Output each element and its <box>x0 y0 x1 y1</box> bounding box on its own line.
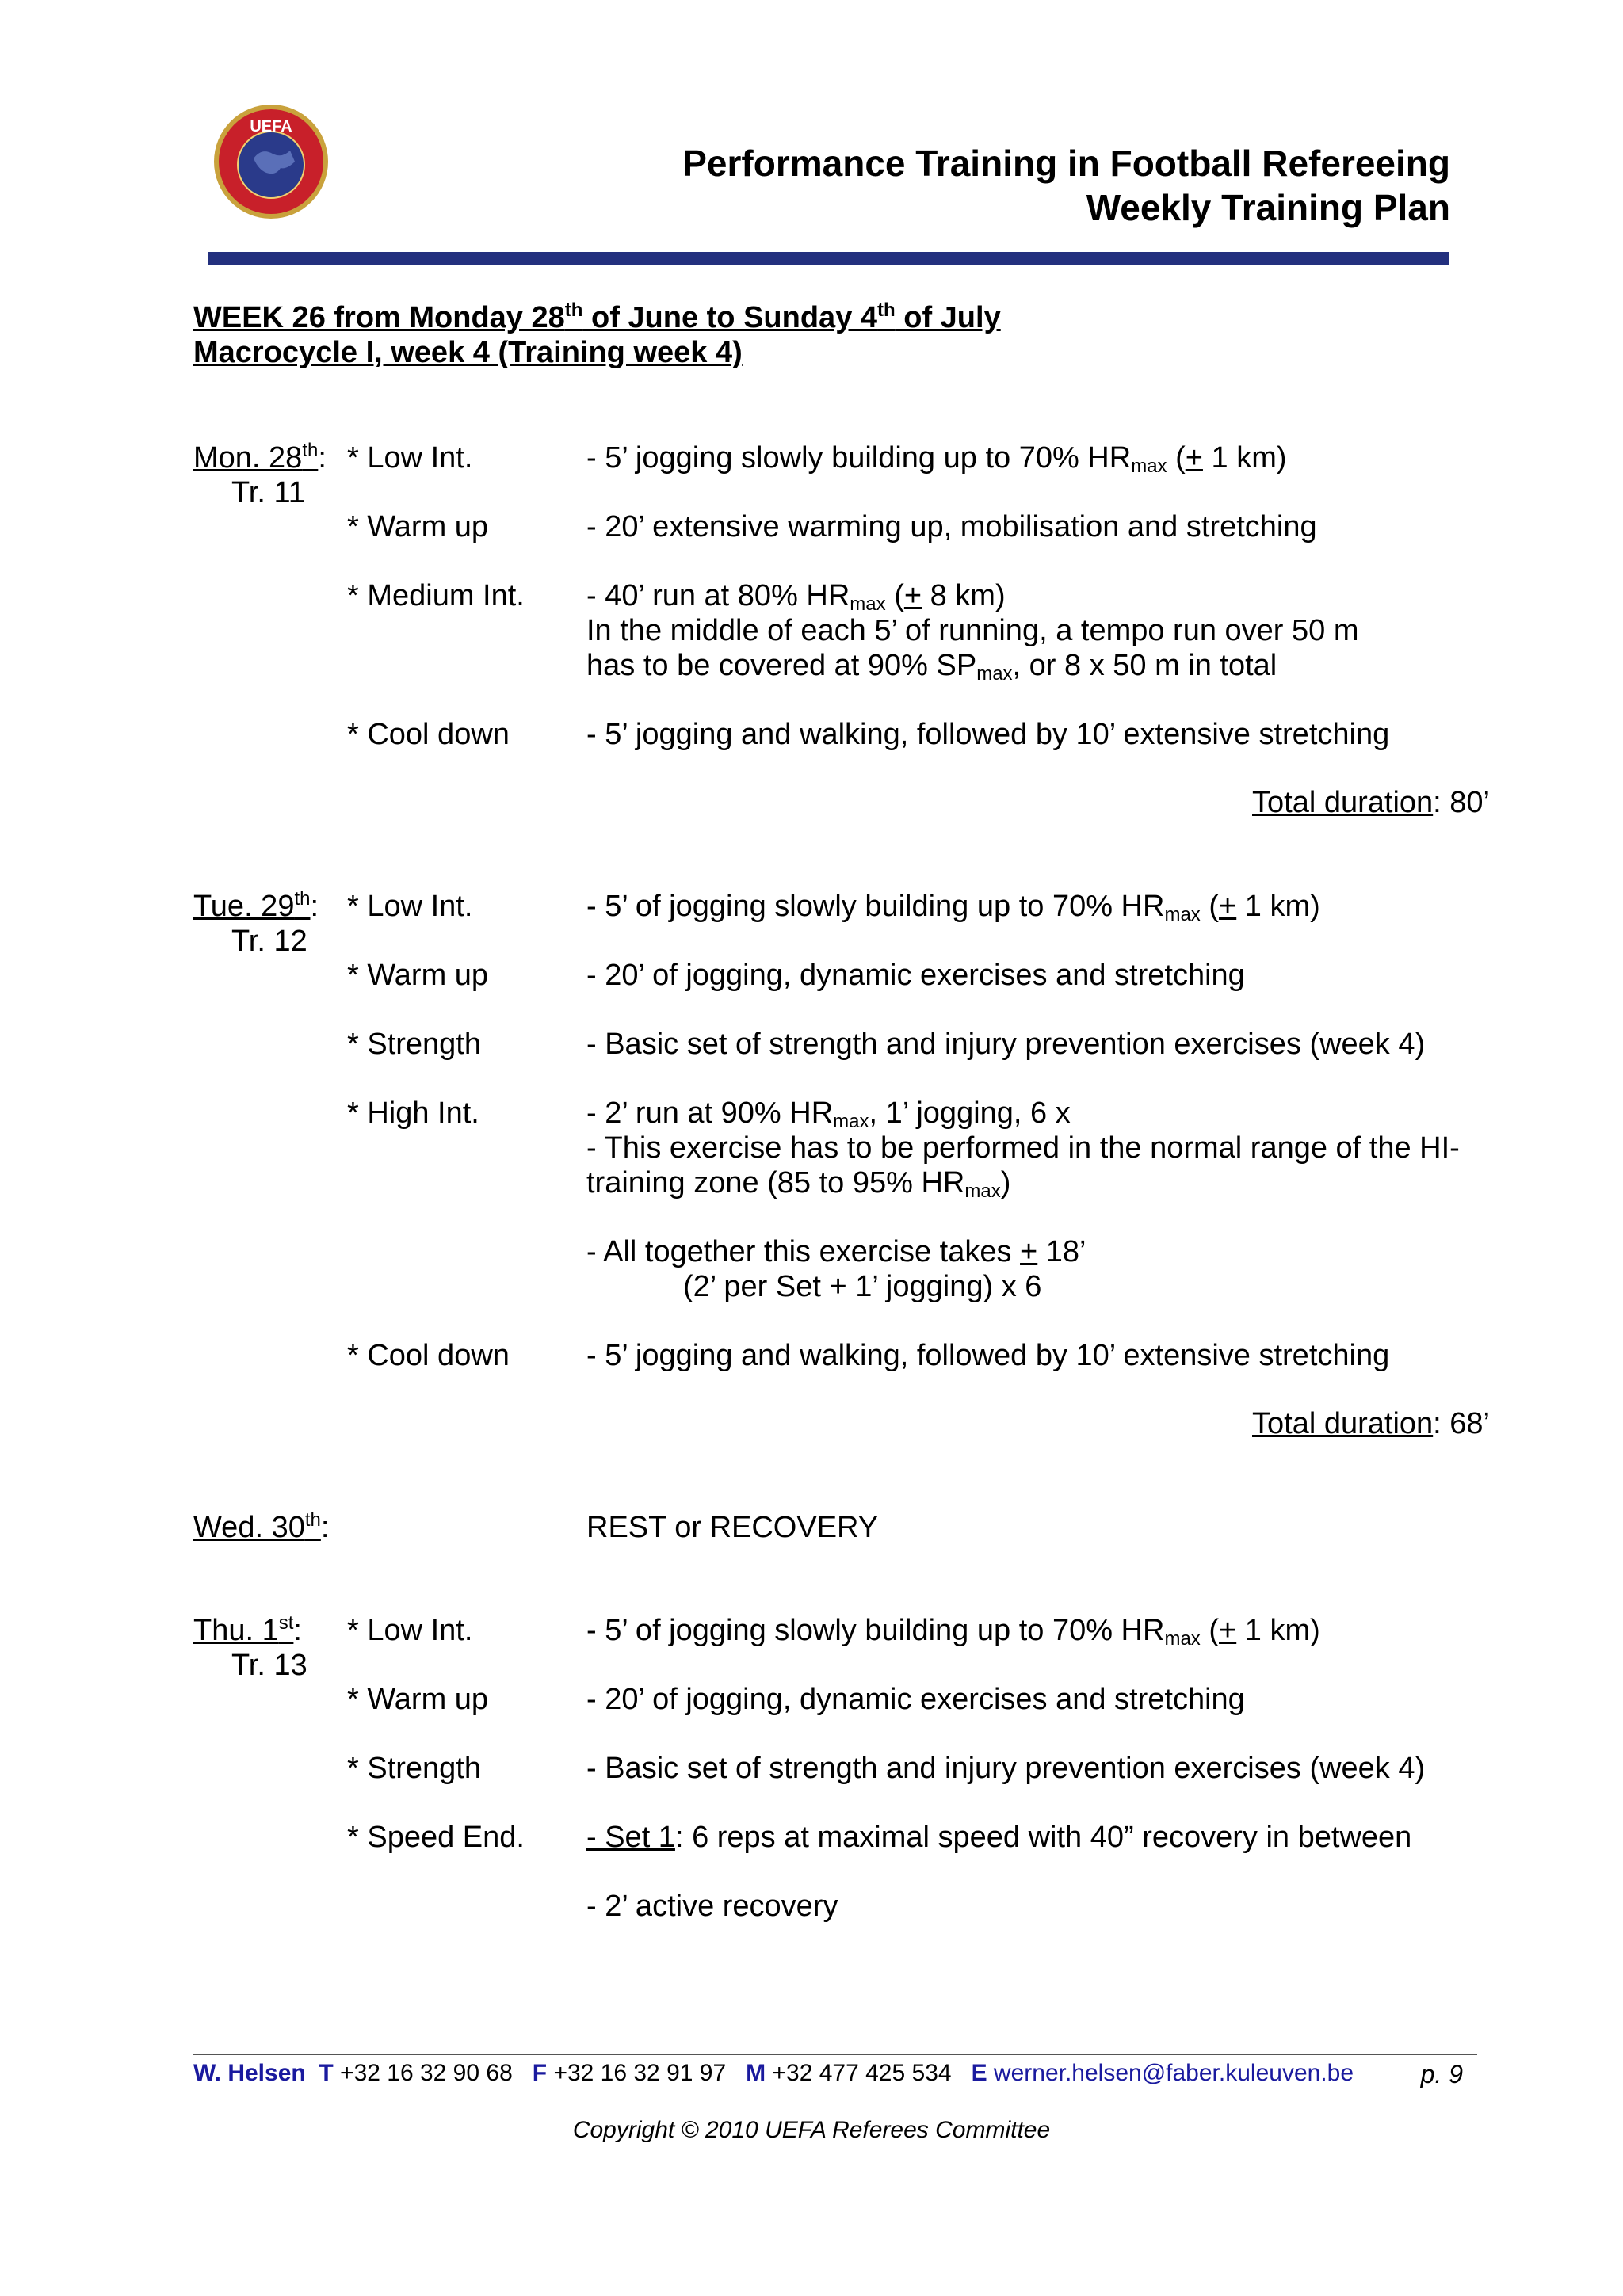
activity-desc-line: training zone (85 to 95% $HR_{max}$) <box>586 1166 1011 1202</box>
activity-desc-line: - This exercise has to be performed in the normal range of the HI- <box>586 1131 1460 1165</box>
week-heading: WEEK 26 from Monday 28th of June to Sunday 4th of July <box>193 299 1001 334</box>
training-number: Tr. 12 <box>231 925 307 958</box>
activity-label: * Low Int. <box>347 890 473 923</box>
activity-label: * High Int. <box>347 1097 479 1130</box>
activity-desc: - Basic set of strength and injury prevention exercises (week 4) <box>586 1752 1426 1785</box>
activity-label: * Low Int. <box>347 1614 473 1647</box>
activity-desc: - 5’ of jogging slowly building up to 70% $HR_{max}$ (+ 1 km) <box>586 1614 1320 1650</box>
day-label-wed: Wed. 30th: <box>193 1509 330 1544</box>
day-label-tue: Tue. 29th: <box>193 888 319 923</box>
total-duration: Total duration: 80’ <box>1252 786 1490 819</box>
footer-rule <box>193 2054 1477 2055</box>
copyright: Copyright © 2010 UEFA Referees Committee <box>572 2117 1051 2143</box>
email-link[interactable]: werner.helsen@faber.kuleuven.be <box>987 2060 1354 2086</box>
activity-desc: - 20’ extensive warming up, mobilisation and stretching <box>586 510 1317 543</box>
macrocycle-heading: Macrocycle I, week 4 (Training week 4) <box>193 336 743 369</box>
activity-desc-line: - All together this exercise takes + 18’ <box>586 1235 1086 1268</box>
activity-desc: - 5’ of jogging slowly building up to 70% $HR_{max}$ (+ 1 km) <box>586 890 1320 925</box>
total-duration: Total duration: 68’ <box>1252 1407 1490 1440</box>
activity-desc: - 2’ run at 90% $HR_{max}$, 1’ jogging, 6 x <box>586 1097 1071 1132</box>
activity-desc: - 20’ of jogging, dynamic exercises and stretching <box>586 959 1245 992</box>
activity-label: * Cool down <box>347 1339 510 1372</box>
activity-label: * Medium Int. <box>347 579 525 612</box>
rest-text: REST or RECOVERY <box>586 1511 879 1544</box>
activity-desc: - 5’ jogging slowly building up to 70% $HR_{max}$ (+ 1 km) <box>586 441 1287 477</box>
activity-label: * Warm up <box>347 510 489 543</box>
activity-desc: - 2’ active recovery <box>586 1890 838 1923</box>
author-name: W. Helsen <box>193 2060 306 2086</box>
uefa-logo <box>212 103 330 220</box>
activity-desc-line: (2’ per Set + 1’ jogging) x 6 <box>683 1270 1042 1303</box>
activity-desc: - Set 1: 6 reps at maximal speed with 40” recovery in between <box>586 1821 1412 1854</box>
activity-desc: - 5’ jogging and walking, followed by 10’ extensive stretching <box>586 1339 1390 1372</box>
activity-desc: - 5’ jogging and walking, followed by 10’ extensive stretching <box>586 718 1390 751</box>
day-label-mon: Mon. 28th: <box>193 440 327 475</box>
training-number: Tr. 13 <box>231 1649 307 1682</box>
activity-label: * Speed End. <box>347 1821 525 1854</box>
activity-label: * Low Int. <box>347 441 473 475</box>
page-subtitle: Weekly Training Plan <box>1086 187 1450 228</box>
page-number: p. 9 <box>1420 2060 1463 2088</box>
activity-desc: - Basic set of strength and injury prevention exercises (week 4) <box>586 1028 1426 1061</box>
activity-label: * Strength <box>347 1028 481 1061</box>
logo-text: UEFA <box>250 118 292 135</box>
activity-desc: - 20’ of jogging, dynamic exercises and stretching <box>586 1683 1245 1716</box>
day-label-thu: Thu. 1st: <box>193 1612 302 1647</box>
activity-desc: - 40’ run at 80% $HR_{max}$ (+ 8 km) <box>586 579 1006 615</box>
footer-contact: W. Helsen T +32 16 32 90 68 F +32 16 32 91 97 M +32 477 425 534 E werner.helsen@faber.kuleuven.be <box>193 2060 1354 2086</box>
activity-label: * Cool down <box>347 718 510 751</box>
header-rule <box>208 252 1449 265</box>
training-number: Tr. 11 <box>231 476 305 509</box>
activity-label: * Warm up <box>347 959 489 992</box>
activity-desc-line: has to be covered at 90% $SP_{max}$, or 8 x 50 m in total <box>586 649 1277 685</box>
activity-label: * Strength <box>347 1752 481 1785</box>
activity-label: * Warm up <box>347 1683 489 1716</box>
activity-desc-line: In the middle of each 5’ of running, a tempo run over 50 m <box>586 614 1359 647</box>
page-title: Performance Training in Football Refereeing <box>682 143 1450 184</box>
